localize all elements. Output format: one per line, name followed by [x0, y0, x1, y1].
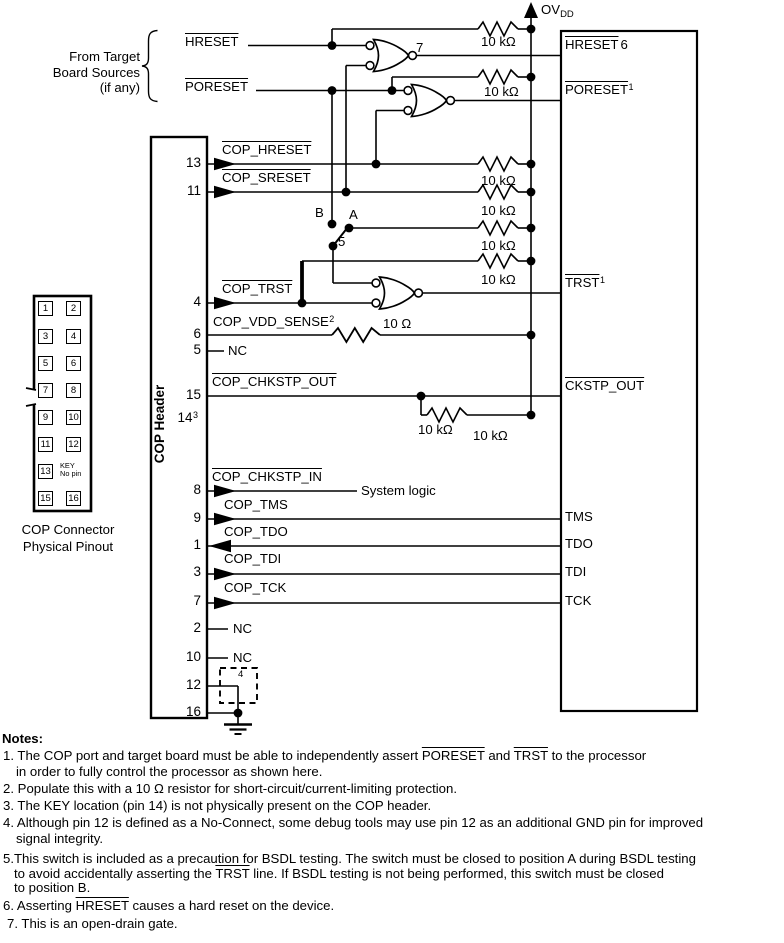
- source-note-line1: From Target: [69, 49, 140, 64]
- switch-note-ref: 5: [338, 234, 346, 249]
- resistor-label: 10 kΩ: [481, 272, 516, 287]
- trst-gate-icon: [372, 277, 422, 309]
- source-note-line3: (if any): [99, 80, 140, 95]
- resistor-label: 10 kΩ: [481, 238, 516, 253]
- note-ref-2: 2: [329, 313, 335, 324]
- cpu-tdi-label: TDI: [565, 564, 587, 579]
- cop-tdi-label: COP_TDI: [224, 551, 282, 566]
- pin-number-15: 15: [185, 387, 201, 402]
- pullup-resistors: [332, 22, 518, 422]
- resistor-label: 10 kΩ: [473, 428, 508, 443]
- note-5-line-3: to position B.: [14, 880, 91, 895]
- gnd-note-ref: 4: [238, 669, 244, 680]
- nc-label: NC: [233, 650, 253, 665]
- junction-dots: [234, 25, 536, 718]
- note-1-line-1: 1. The COP port and target board must be able to independently assert PORESET and TRST to the processor: [3, 748, 647, 763]
- connector-pin-3: 3: [38, 329, 53, 344]
- ground-icon: [224, 725, 252, 735]
- pin-number-5: 5: [193, 342, 201, 357]
- processor-box: [561, 31, 697, 711]
- pin-number-12: 12: [185, 677, 201, 692]
- pin-number-3: 3: [193, 564, 201, 579]
- note-5-line-1: 5.This switch is included as a precaution for BSDL testing. The switch must be closed to position A during BSDL testing: [3, 851, 696, 866]
- connector-pin-15: 15: [38, 491, 53, 506]
- connector-pin-12: 12: [66, 437, 81, 452]
- pin-number-1: 1: [193, 537, 201, 552]
- ovdd-label: $OV_{DD}$: [541, 2, 574, 20]
- note-6: 6. Asserting HRESET causes a hard reset on the device.: [3, 898, 335, 913]
- cop-sreset-label: COP_SRESET: [222, 170, 311, 185]
- sense-resistor-label: 10 Ω: [383, 316, 412, 331]
- sense-resistor: [332, 328, 380, 342]
- system-logic-label: System logic: [361, 483, 436, 498]
- pin-number-14: $14^3$: [177, 409, 198, 425]
- connector-pin-2: 2: [66, 301, 81, 316]
- connector-pin-7: 7: [38, 383, 53, 398]
- ovdd-arrow-icon: [524, 2, 538, 18]
- ovdd-rail: [524, 2, 538, 415]
- resistor-label: 10 kΩ: [481, 34, 516, 49]
- note-4-line-2: signal integrity.: [16, 831, 103, 846]
- note-ref-1: 1: [628, 81, 634, 92]
- connector-caption: COP Connector Physical Pinout: [21, 522, 115, 554]
- connector-pin-10: 10: [66, 410, 81, 425]
- cpu-hreset-label: HRESET 6: [565, 37, 628, 52]
- connector-pin-16: 16: [66, 491, 81, 506]
- gate-note-ref: 7: [416, 40, 424, 55]
- cop-chkstp-out-label: COP_CHKSTP_OUT: [212, 374, 337, 389]
- connector-pin-5: 5: [38, 356, 53, 371]
- pin-number-7: 7: [193, 593, 201, 608]
- cop-chkstp-in-label: COP_CHKSTP_IN: [212, 469, 322, 484]
- connector-pin-9: 9: [38, 410, 53, 425]
- cop-hreset-label: COP_HRESET: [222, 142, 312, 157]
- pin-number-6: 6: [193, 326, 201, 341]
- connector-pin-8: 8: [66, 383, 81, 398]
- pin-number-13: 13: [185, 155, 201, 170]
- connector-outline: [26, 296, 91, 511]
- resistor-label: 10 kΩ: [484, 84, 519, 99]
- pin-number-10: 10: [185, 649, 201, 664]
- cop-tms-label: COP_TMS: [224, 497, 288, 512]
- pin-number-8: 8: [193, 482, 201, 497]
- cpu-trst-label: TRST$^1$: [565, 274, 605, 290]
- cop-tdo-label: COP_TDO: [224, 524, 288, 539]
- note-ref-3: 3: [192, 409, 198, 420]
- cpu-tck-label: TCK: [565, 593, 592, 608]
- source-note: [36, 49, 140, 96]
- note-7: 7. This is an open-drain gate.: [7, 916, 178, 931]
- pin-number-9: 9: [193, 510, 201, 525]
- switch-position-b: B: [315, 205, 324, 220]
- cop-vdd-sense-label: COP_VDD_SENSE$^2$: [213, 313, 335, 329]
- pin-number-2: 2: [193, 620, 201, 635]
- connector-pin-11: 11: [38, 437, 53, 452]
- pin-number-11: 11: [186, 183, 201, 198]
- connector-pin-4: 4: [66, 329, 81, 344]
- ovdd-sub: DD: [560, 9, 574, 20]
- note-ref-6: 6: [620, 37, 628, 52]
- note-3: 3. The KEY location (pin 14) is not physically present on the COP header.: [3, 798, 432, 813]
- resistor-label: 10 kΩ: [418, 422, 453, 437]
- pin-number-4: 4: [193, 294, 201, 309]
- note-4-line-1: 4. Although pin 12 is defined as a No-Connect, some debug tools may use pin 12 as an additional GND pin for improved: [3, 815, 704, 830]
- nc-label: NC: [233, 621, 253, 636]
- switch-position-a: A: [349, 207, 358, 222]
- source-note-line2: Board Sources: [52, 64, 140, 80]
- cop-tck-label: COP_TCK: [224, 580, 287, 595]
- note-5-line-2: to avoid accidentally asserting the TRST line. If BSDL testing is not being performed, this switch must be closed: [14, 866, 664, 881]
- hreset-gate-icon: [366, 40, 416, 72]
- cop-header-title: COP Header: [152, 384, 167, 464]
- note-1-line-2: in order to fully control the processor as shown here.: [16, 764, 323, 779]
- connector-pin-13: 13: [38, 464, 53, 479]
- cpu-tms-label: TMS: [565, 509, 593, 524]
- note-ref-1: 1: [599, 274, 605, 285]
- notes-heading: Notes:: [2, 731, 44, 746]
- resistor-label: 10 kΩ: [481, 203, 516, 218]
- connector-pin-6: 6: [66, 356, 81, 371]
- resistor-label: 10 kΩ: [481, 173, 516, 188]
- cop-trst-label: COP_TRST: [222, 281, 293, 296]
- poreset-source-label: PORESET: [185, 79, 249, 94]
- cpu-poreset-label: PORESET$^1$: [565, 81, 634, 97]
- brace-icon: [142, 31, 158, 102]
- cpu-ckstp-out-label: CKSTP_OUT: [565, 378, 645, 393]
- connector-pin-1: 1: [38, 301, 53, 316]
- note-2: 2. Populate this with a 10 Ω resistor for short-circuit/current-limiting protection.: [3, 781, 458, 796]
- poreset-gate-icon: [404, 85, 454, 117]
- nc-label: NC: [228, 343, 248, 358]
- cpu-tdo-label: TDO: [565, 536, 593, 551]
- connector-key-label: KEY No pin: [60, 461, 82, 478]
- pin-number-16: 16: [185, 704, 201, 719]
- hreset-source-label: HRESET: [185, 34, 239, 49]
